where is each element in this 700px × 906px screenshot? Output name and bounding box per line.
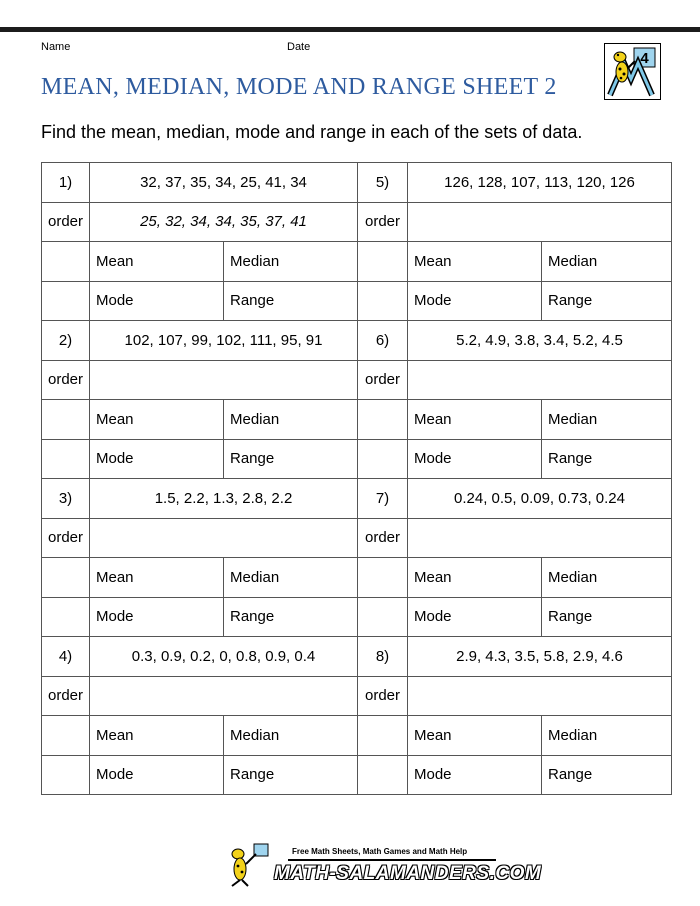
mode-answer-cell: Mode <box>408 281 542 321</box>
problem-number: 1) <box>42 163 90 203</box>
grade-badge: 4 <box>640 50 649 67</box>
ordered-set: 25, 32, 34, 34, 35, 37, 41 <box>90 202 358 242</box>
blank-cell <box>358 755 408 795</box>
mean-answer-cell: Mean <box>90 242 224 282</box>
blank-cell <box>42 597 90 637</box>
footer-brand-text: MATH-SALAMANDERS.COM <box>274 863 542 884</box>
data-set: 2.9, 4.3, 3.5, 5.8, 2.9, 4.6 <box>408 637 672 677</box>
mode-answer-cell: Mode <box>408 439 542 479</box>
problem-row <box>42 479 672 519</box>
data-set: 5.2, 4.9, 3.8, 3.4, 5.2, 4.5 <box>408 321 672 361</box>
ordered-set <box>90 676 358 716</box>
order-label: order <box>42 360 90 400</box>
order-row <box>42 676 672 716</box>
order-label: order <box>42 518 90 558</box>
range-answer-cell: Range <box>542 597 672 637</box>
blank-cell <box>358 716 408 756</box>
data-set: 102, 107, 99, 102, 111, 95, 91 <box>90 321 358 361</box>
median-answer-cell: Median <box>542 716 672 756</box>
mean-answer-cell: Mean <box>90 400 224 440</box>
range-answer-cell: Range <box>224 281 358 321</box>
order-row <box>42 360 672 400</box>
blank-cell <box>42 558 90 598</box>
mode-answer-cell: Mode <box>90 281 224 321</box>
ordered-set <box>408 518 672 558</box>
mean-answer-cell: Mean <box>408 400 542 440</box>
mean-answer-cell: Mean <box>408 242 542 282</box>
data-set: 32, 37, 35, 34, 25, 41, 34 <box>90 163 358 203</box>
mean-answer-cell: Mean <box>90 716 224 756</box>
blank-cell <box>42 400 90 440</box>
median-answer-cell: Median <box>224 558 358 598</box>
problem-number: 7) <box>358 479 408 519</box>
order-label: order <box>358 202 408 242</box>
blank-cell <box>42 755 90 795</box>
blank-cell <box>358 558 408 598</box>
order-row <box>42 518 672 558</box>
page-title: MEAN, MEDIAN, MODE AND RANGE SHEET 2 <box>41 74 557 100</box>
range-answer-cell: Range <box>224 755 358 795</box>
problem-row <box>42 163 672 203</box>
order-row <box>42 202 672 242</box>
problem-row <box>42 321 672 361</box>
mean-answer-cell: Mean <box>408 558 542 598</box>
blank-cell <box>42 281 90 321</box>
ordered-set <box>90 518 358 558</box>
salamander-logo-icon <box>604 43 661 100</box>
problem-number: 3) <box>42 479 90 519</box>
mean-answer-cell: Mean <box>90 558 224 598</box>
ordered-set <box>408 360 672 400</box>
ordered-set <box>90 360 358 400</box>
date-label: Date <box>287 41 311 53</box>
median-answer-cell: Median <box>224 716 358 756</box>
order-label: order <box>42 202 90 242</box>
mean-median-row <box>42 716 672 756</box>
blank-cell <box>42 716 90 756</box>
median-answer-cell: Median <box>542 558 672 598</box>
mode-answer-cell: Mode <box>90 597 224 637</box>
mode-answer-cell: Mode <box>90 755 224 795</box>
data-set: 0.3, 0.9, 0.2, 0, 0.8, 0.9, 0.4 <box>90 637 358 677</box>
instructions: Find the mean, median, mode and range in each of the sets of data. <box>41 122 583 142</box>
blank-cell <box>358 242 408 282</box>
order-label: order <box>358 518 408 558</box>
order-label: order <box>358 360 408 400</box>
blank-cell <box>358 400 408 440</box>
median-answer-cell: Median <box>542 242 672 282</box>
range-answer-cell: Range <box>224 439 358 479</box>
order-label: order <box>358 676 408 716</box>
mean-median-row <box>42 400 672 440</box>
mode-answer-cell: Mode <box>408 597 542 637</box>
problem-number: 2) <box>42 321 90 361</box>
problem-number: 6) <box>358 321 408 361</box>
mode-range-row <box>42 755 672 795</box>
data-set: 126, 128, 107, 113, 120, 126 <box>408 163 672 203</box>
blank-cell <box>358 597 408 637</box>
order-label: order <box>42 676 90 716</box>
mean-answer-cell: Mean <box>408 716 542 756</box>
data-set: 1.5, 2.2, 1.3, 2.8, 2.2 <box>90 479 358 519</box>
mode-range-row <box>42 597 672 637</box>
ordered-set <box>408 676 672 716</box>
range-answer-cell: Range <box>542 439 672 479</box>
blank-cell <box>358 439 408 479</box>
blank-cell <box>42 242 90 282</box>
top-rule <box>0 27 700 32</box>
worksheet-table <box>41 162 672 795</box>
footer-brand <box>226 842 542 890</box>
problem-number: 8) <box>358 637 408 677</box>
salamander-mini-icon <box>226 842 272 888</box>
footer-rule <box>288 859 496 861</box>
mode-range-row <box>42 439 672 479</box>
mean-median-row <box>42 242 672 282</box>
mode-answer-cell: Mode <box>90 439 224 479</box>
range-answer-cell: Range <box>542 281 672 321</box>
blank-cell <box>358 281 408 321</box>
problem-number: 5) <box>358 163 408 203</box>
blank-cell <box>42 439 90 479</box>
median-answer-cell: Median <box>224 242 358 282</box>
problem-number: 4) <box>42 637 90 677</box>
data-set: 0.24, 0.5, 0.09, 0.73, 0.24 <box>408 479 672 519</box>
range-answer-cell: Range <box>224 597 358 637</box>
ordered-set <box>408 202 672 242</box>
footer-tagline: Free Math Sheets, Math Games and Math Help <box>292 847 468 856</box>
name-label: Name <box>41 41 71 53</box>
problem-row <box>42 637 672 677</box>
median-answer-cell: Median <box>542 400 672 440</box>
mode-range-row <box>42 281 672 321</box>
mode-answer-cell: Mode <box>408 755 542 795</box>
mean-median-row <box>42 558 672 598</box>
median-answer-cell: Median <box>224 400 358 440</box>
range-answer-cell: Range <box>542 755 672 795</box>
